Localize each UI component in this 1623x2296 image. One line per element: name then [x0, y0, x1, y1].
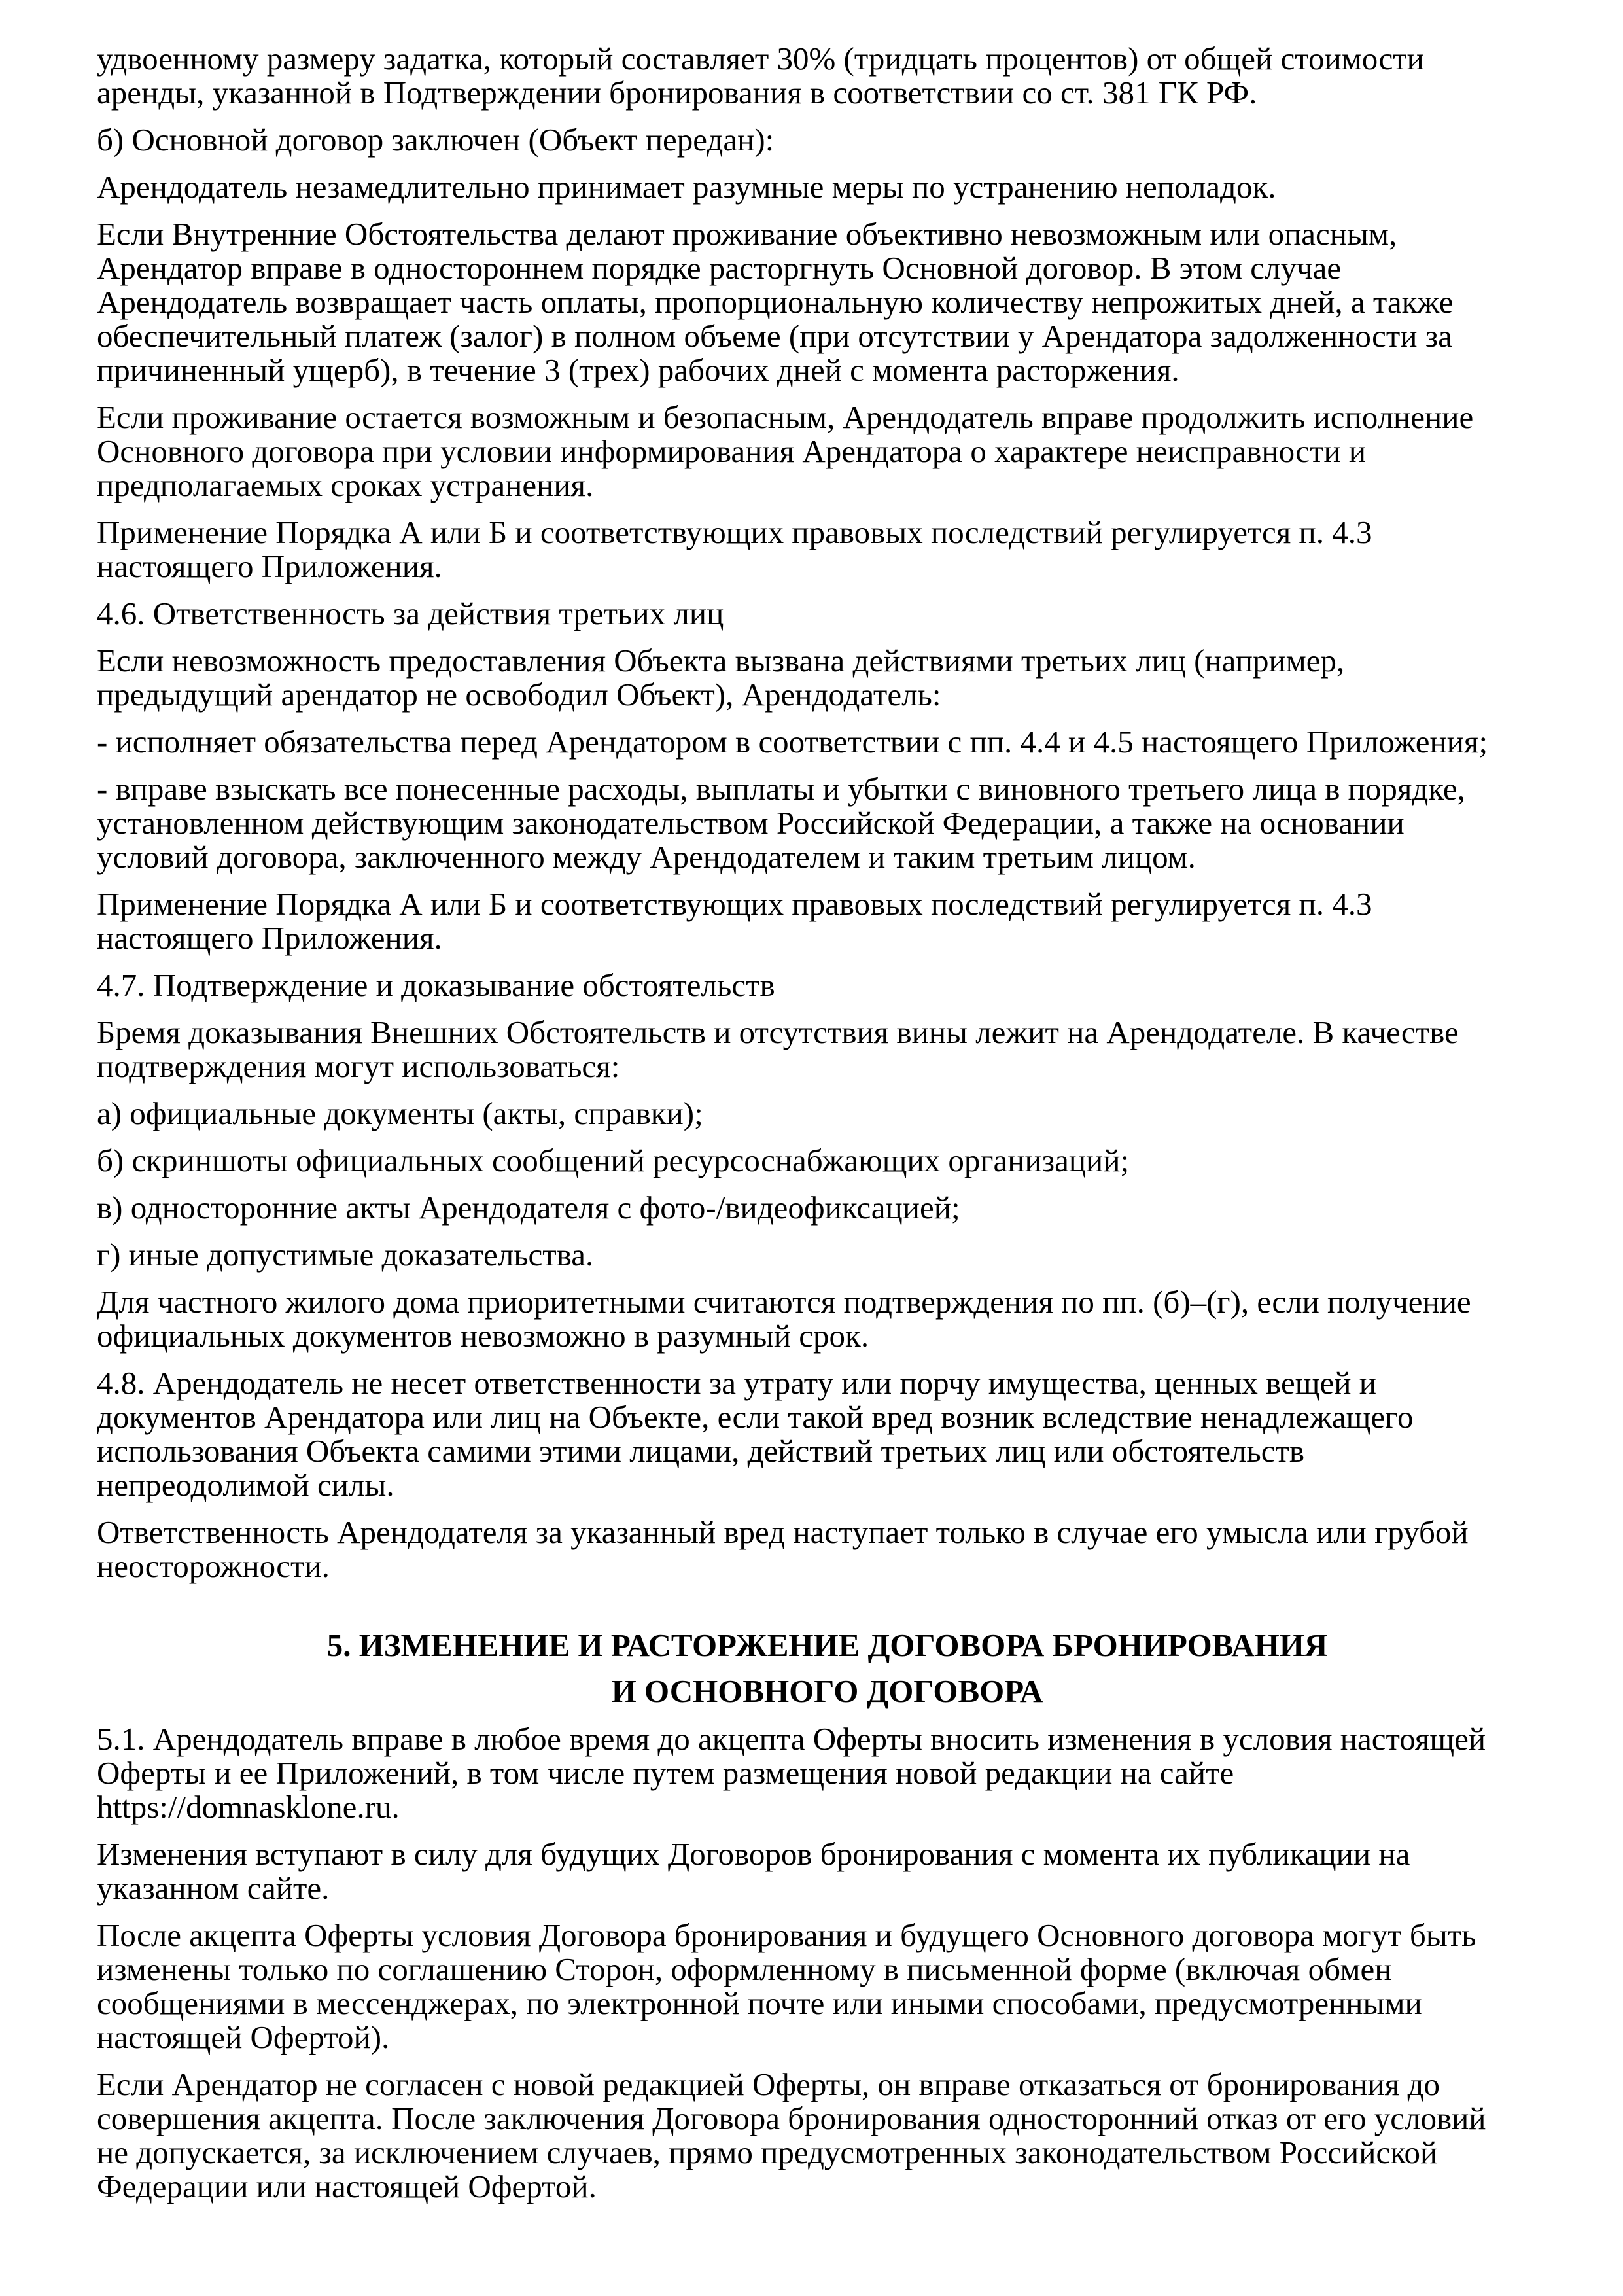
text-line: 5. ИЗМЕНЕНИЕ И РАСТОРЖЕНИЕ ДОГОВОРА БРОНИРОВАНИЯ	[326, 1627, 1328, 1663]
text-line: установленном действующим законодательством Российской Федерации, а также на основании	[97, 805, 1405, 841]
section-heading	[97, 1623, 1558, 1714]
text-line: И ОСНОВНОГО ДОГОВОРА	[611, 1673, 1043, 1709]
text-line: использования Объекта самими этими лицами, действий третьих лиц или обстоятельств	[97, 1433, 1305, 1469]
text-line: - исполняет обязательства перед Арендатором в соответствии с пп. 4.4 и 4.5 настоящего Приложения;	[97, 724, 1488, 760]
text-line: Изменения вступают в силу для будущих Договоров бронирования с момента их публикации на	[97, 1836, 1410, 1872]
paragraph	[97, 123, 1558, 157]
paragraph	[97, 1285, 1558, 1353]
paragraph	[97, 1837, 1558, 1905]
text-line: - вправе взыскать все понесенные расходы, выплаты и убытки с виновного третьего лица в порядке,	[97, 771, 1465, 807]
paragraph	[97, 2068, 1558, 2204]
paragraph	[97, 1918, 1558, 2055]
text-line: предыдущий арендатор не освободил Объект), Арендодатель:	[97, 677, 941, 713]
text-line: Применение Порядка А или Б и соответствующих правовых последствий регулируется п. 4.3	[97, 886, 1372, 922]
text-line: обеспечительный платеж (залог) в полном объеме (при отсутствии у Арендатора задолженности за	[97, 318, 1452, 354]
text-line: Арендатор вправе в одностороннем порядке расторгнуть Основной договор. В этом случае	[97, 250, 1342, 286]
text-line: причиненный ущерб), в течение 3 (трех) рабочих дней с момента расторжения.	[97, 352, 1179, 388]
text-line: Бремя доказывания Внешних Обстоятельств и отсутствия вины лежит на Арендодателе. В качестве	[97, 1014, 1459, 1050]
text-line: Для частного жилого дома приоритетными считаются подтверждения по пп. (б)–(г), если получение	[97, 1284, 1471, 1320]
paragraph	[97, 772, 1558, 874]
text-line: 4.8. Арендодатель не несет ответственности за утрату или порчу имущества, ценных вещей и	[97, 1365, 1376, 1401]
paragraph	[97, 1238, 1558, 1272]
text-line: настоящей Офертой).	[97, 2019, 390, 2055]
paragraph	[97, 725, 1558, 759]
text-line: б) Основной договор заключен (Объект передан):	[97, 122, 775, 158]
paragraph	[97, 1515, 1558, 1583]
text-line: документов Арендатора или лиц на Объекте, если такой вред возник вследствие ненадлежащего	[97, 1399, 1414, 1435]
text-line: https://domnasklone.ru.	[97, 1789, 400, 1825]
paragraph	[97, 597, 1558, 631]
text-line: указанном сайте.	[97, 1870, 330, 1906]
paragraph	[97, 516, 1558, 584]
paragraph	[97, 1016, 1558, 1084]
paragraph	[97, 644, 1558, 712]
paragraph	[97, 1191, 1558, 1225]
paragraph	[97, 968, 1558, 1002]
paragraph	[97, 1722, 1558, 1824]
text-line: Если Арендатор не согласен с новой редакцией Оферты, он вправе отказаться от бронирования до	[97, 2066, 1440, 2102]
text-line: неосторожности.	[97, 1548, 330, 1584]
text-line: а) официальные документы (акты, справки);	[97, 1095, 703, 1131]
text-line: настоящего Приложения.	[97, 920, 442, 956]
text-line: Арендодатель незамедлительно принимает разумные меры по устранению неполадок.	[97, 169, 1276, 205]
text-line: непреодолимой силы.	[97, 1467, 394, 1503]
text-line: совершения акцепта. После заключения Договора бронирования односторонний отказ от его условий	[97, 2100, 1486, 2136]
paragraph	[97, 1144, 1558, 1178]
text-line: г) иные допустимые доказательства.	[97, 1237, 594, 1273]
text-line: Арендодатель возвращает часть оплаты, пропорциональную количеству непрожитых дней, а также	[97, 284, 1454, 320]
text-line: в) односторонние акты Арендодателя с фото-/видеофиксацией;	[97, 1190, 960, 1226]
text-line: настоящего Приложения.	[97, 548, 442, 584]
text-line: условий договора, заключенного между Арендодателем и таким третьим лицом.	[97, 839, 1196, 875]
text-line: 4.7. Подтверждение и доказывание обстоятельств	[97, 967, 775, 1003]
text-line: сообщениями в мессенджерах, по электронной почте или иными способами, предусмотренными	[97, 1985, 1422, 2021]
paragraph	[97, 42, 1558, 110]
text-line: подтверждения могут использоваться:	[97, 1048, 620, 1084]
text-line: Основного договора при условии информирования Арендатора о характере неисправности и	[97, 433, 1367, 469]
paragraph	[97, 1366, 1558, 1502]
text-line: Если невозможность предоставления Объекта вызвана действиями третьих лиц (например,	[97, 643, 1345, 679]
text-line: изменены только по соглашению Сторон, оформленному в письменной форме (включая обмен	[97, 1951, 1392, 1987]
paragraph	[97, 1097, 1558, 1131]
text-line: Федерации или настоящей Офертой.	[97, 2168, 597, 2204]
paragraph	[97, 170, 1558, 204]
text-line: Если проживание остается возможным и безопасным, Арендодатель вправе продолжить исполнение	[97, 399, 1474, 435]
text-line: официальных документов невозможно в разумный срок.	[97, 1318, 869, 1354]
paragraph	[97, 400, 1558, 503]
text-line: б) скриншоты официальных сообщений ресурсоснабжающих организаций;	[97, 1142, 1130, 1178]
paragraph	[97, 217, 1558, 387]
text-line: аренды, указанной в Подтверждении бронирования в соответствии со ст. 381 ГК РФ.	[97, 75, 1257, 111]
text-line: предполагаемых сроках устранения.	[97, 467, 594, 503]
document-content	[97, 42, 1558, 2204]
text-line: 5.1. Арендодатель вправе в любое время до акцепта Оферты вносить изменения в условия настоящей	[97, 1721, 1486, 1757]
text-line: Оферты и ее Приложений, в том числе путем размещения новой редакции на сайте	[97, 1755, 1234, 1791]
paragraph	[97, 887, 1558, 955]
text-line: После акцепта Оферты условия Договора бронирования и будущего Основного договора могут быть	[97, 1917, 1476, 1953]
text-line: Если Внутренние Обстоятельства делают проживание объективно невозможным или опасным,	[97, 216, 1397, 252]
text-line: удвоенному размеру задатка, который составляет 30% (тридцать процентов) от общей стоимости	[97, 41, 1424, 77]
text-line: Применение Порядка А или Б и соответствующих правовых последствий регулируется п. 4.3	[97, 514, 1372, 550]
text-line: не допускается, за исключением случаев, прямо предусмотренных законодательством Российской	[97, 2134, 1438, 2170]
text-line: Ответственность Арендодателя за указанный вред наступает только в случае его умысла или грубой	[97, 1514, 1469, 1550]
text-line: 4.6. Ответственность за действия третьих лиц	[97, 595, 724, 631]
